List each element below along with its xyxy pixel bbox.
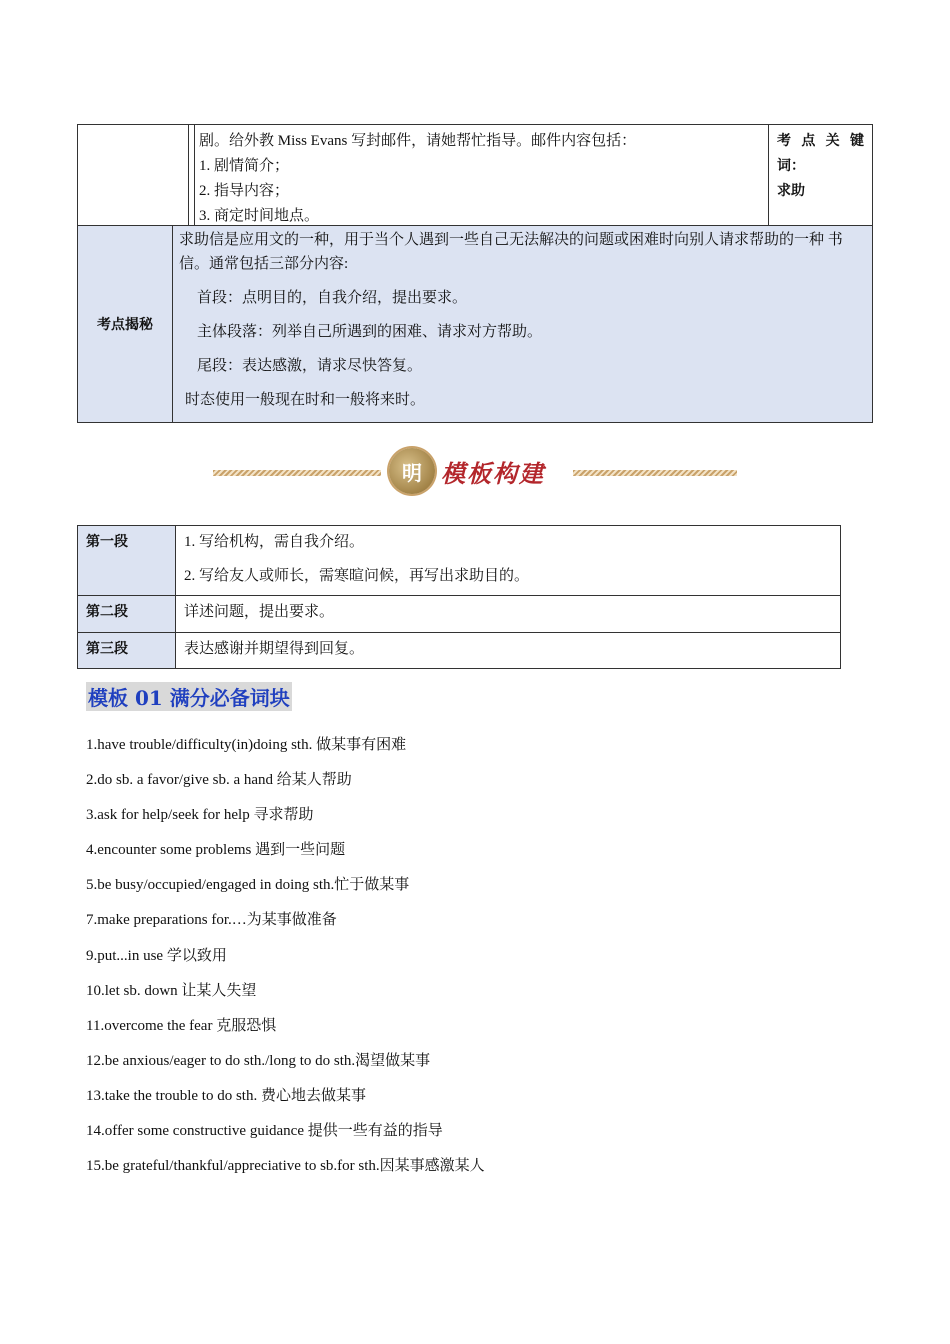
- empty-cell-narrow: [188, 125, 195, 225]
- vocab-item: 2.do sb. a favor/give sb. a hand 给某人帮助: [86, 772, 352, 789]
- vocab-item: 9.put...in use 学以致用: [86, 947, 227, 964]
- section-banner: [213, 446, 737, 498]
- vocab-item: 7.make preparations for.…为某事做准备: [86, 912, 337, 929]
- structure-label: 第二段: [78, 596, 176, 632]
- vocab-item: 1.have trouble/difficulty(in)doing sth. 做某事有困难: [86, 737, 407, 753]
- analysis-part: 主体段落：列举自己所遇到的困难、请求对方帮助。: [197, 324, 543, 340]
- analysis-label: 考点揭秘: [78, 226, 173, 422]
- vocab-item: 10.let sb. down 让某人失望: [86, 982, 257, 999]
- task-row: [78, 125, 872, 226]
- banner-title: 模板构建: [441, 459, 545, 488]
- structure-line: 表达感谢并期望得到回复。: [184, 641, 365, 657]
- vocab-item: 14.offer some constructive guidance 提供一些有益的指导: [86, 1123, 443, 1140]
- keyword-cell: [768, 125, 872, 225]
- section-heading: 模板 01 满分必备词块: [86, 682, 292, 711]
- structure-text: [176, 633, 840, 668]
- structure-row: [78, 596, 840, 633]
- task-line: 剧。给外教 Miss Evans 写封邮件，请她帮忙指导。邮件内容包括：: [199, 133, 637, 149]
- task-line: 2. 指导内容；: [199, 183, 290, 199]
- banner-left-line: [213, 470, 381, 476]
- task-line: 3. 商定时间地点。: [199, 208, 320, 224]
- vocab-item: 4.encounter some problems 遇到一些问题: [86, 842, 346, 859]
- keyword-label: 考 点 关 键 词：: [777, 133, 864, 174]
- structure-line: 1. 写给机构，需自我介绍。: [184, 534, 365, 550]
- vocab-item: 13.take the trouble to do sth. 费心地去做某事: [86, 1087, 366, 1104]
- task-table: [77, 124, 873, 423]
- structure-text: [176, 526, 840, 595]
- keyword-value: 求助: [777, 183, 805, 199]
- banner-logo-icon: 明: [389, 448, 435, 494]
- task-line: 1. 剧情简介；: [199, 158, 290, 174]
- vocab-item: 15.be grateful/thankful/appreciative to sb.for sth.因某事感激某人: [86, 1158, 485, 1175]
- vocab-item: 3.ask for help/seek for help 寻求帮助: [86, 807, 314, 824]
- tense-note: 时态使用一般现在时和一般将来时。: [185, 392, 426, 408]
- vocab-item: 5.be busy/occupied/engaged in doing sth.忙于做某事: [86, 877, 410, 894]
- structure-label: 第三段: [78, 633, 176, 668]
- analysis-body: [173, 226, 872, 422]
- analysis-intro: 求助信是应用文的一种，用于当个人遇到一些自己无法解决的问题或困难时向别人请求帮助的一种 书信。通常包括三部分内容:: [179, 232, 843, 272]
- vocab-item: 11.overcome the fear 克服恐惧: [86, 1017, 277, 1034]
- structure-text: [176, 596, 840, 632]
- task-description: [195, 125, 768, 225]
- analysis-part: 首段：点明目的，自我介绍，提出要求。: [197, 290, 468, 306]
- structure-line: 详述问题，提出要求。: [184, 604, 335, 620]
- analysis-row: [78, 226, 872, 422]
- empty-cell: [78, 125, 189, 225]
- vocab-item: 12.be anxious/eager to do sth./long to do sth.渴望做某事: [86, 1052, 431, 1069]
- structure-line: 2. 写给友人或师长，需寒暄问候，再写出求助目的。: [184, 568, 530, 584]
- structure-row: [78, 633, 840, 668]
- structure-label: 第一段: [78, 526, 176, 595]
- structure-row: [78, 526, 840, 596]
- vocab-list: [86, 733, 485, 1189]
- structure-table: [77, 525, 841, 669]
- banner-right-line: [573, 470, 737, 476]
- analysis-part: 尾段：表达感激，请求尽快答复。: [197, 358, 423, 374]
